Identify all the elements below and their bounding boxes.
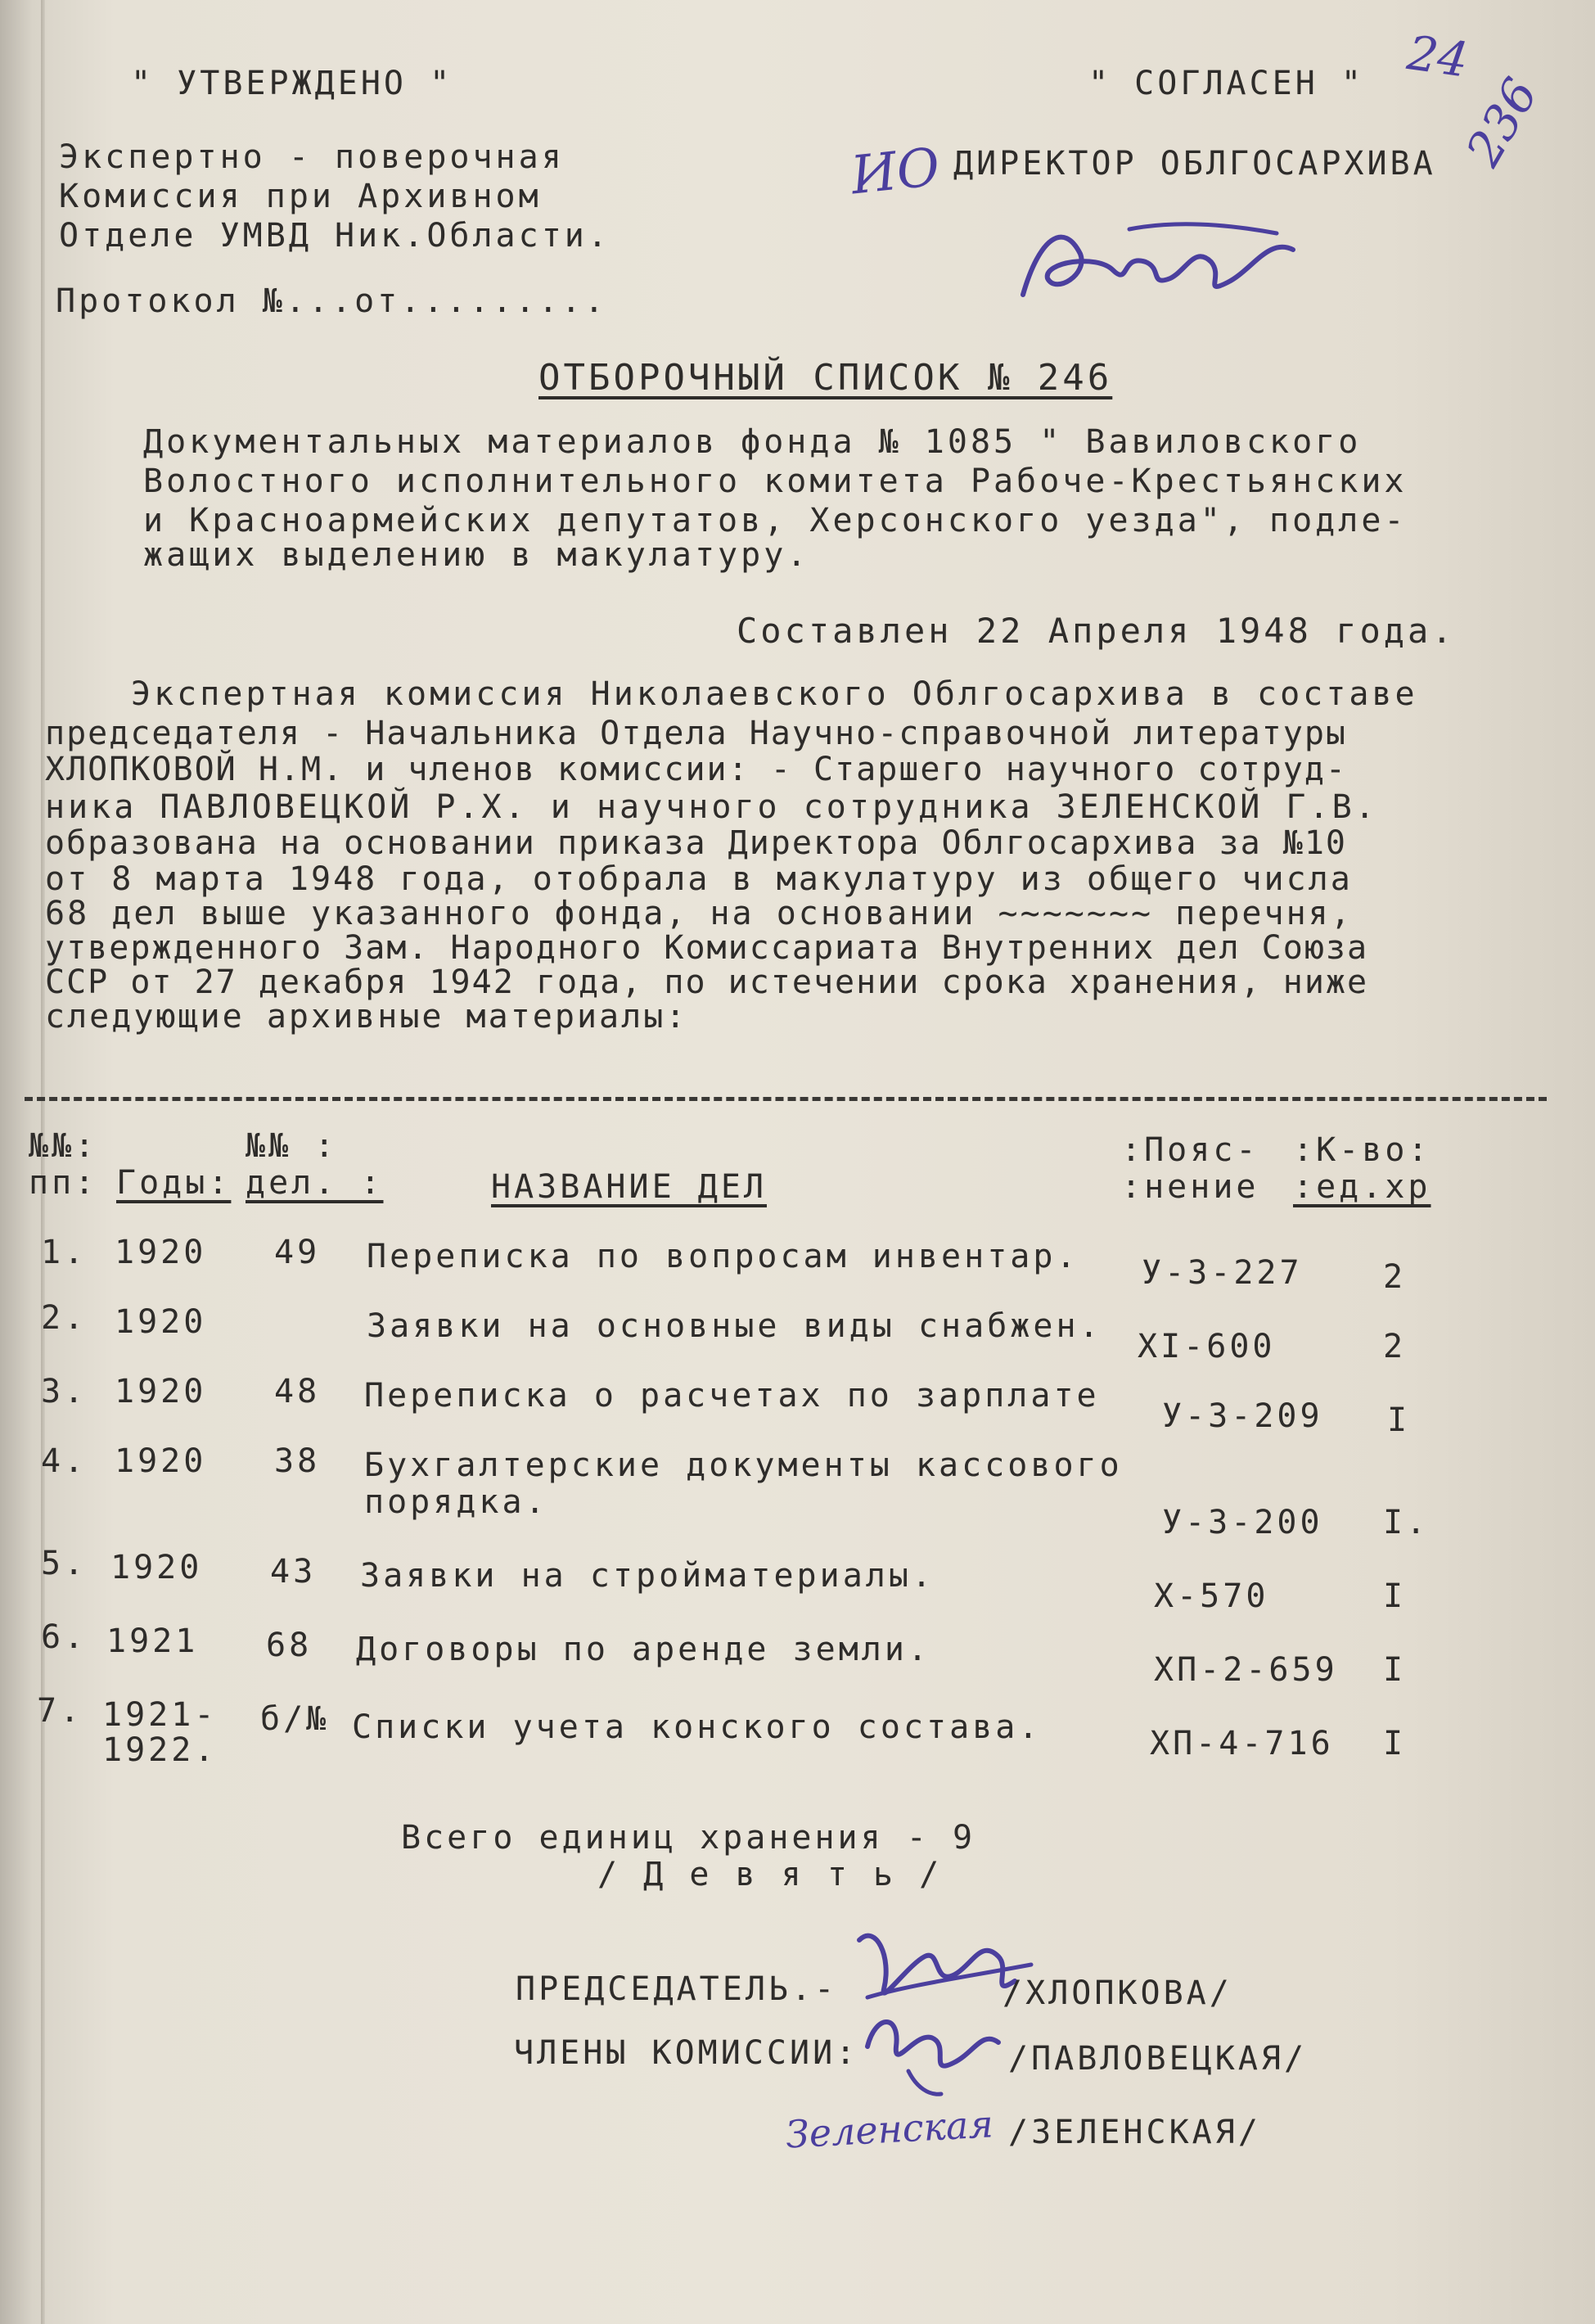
row-1-note: У-3-227 [1142,1254,1303,1292]
header-years: Годы: [116,1164,232,1202]
row-1-case: 49 [274,1234,321,1271]
row-1-year: 1920 [115,1234,207,1271]
approved-line-3: Отделе УМВД Ник.Области. [59,217,611,255]
row-5-name: Заявки на стройматериалы. [360,1557,935,1595]
row-6-count: I [1383,1651,1407,1689]
handwritten-io: ИО [848,137,943,207]
row-1-num: 1. [41,1234,88,1271]
header-count-top: :К-во: [1293,1131,1431,1169]
subtitle-line-2: Волостного исполнительного комитета Рабоче-Крестьянских [143,463,1408,500]
approved-line-2: Комиссия при Архивном [59,178,542,215]
protocol-line: Протокол №...от......... [56,282,607,320]
row-5-num: 5. [41,1545,88,1582]
row-7-note: ХП-4-716 [1150,1725,1334,1762]
total-units-words: / Д е в я т ь / [597,1856,943,1893]
member-2-handwritten-signature: Зеленская [784,2101,995,2157]
row-2-name: Заявки на основные виды снабжен. [367,1307,1102,1345]
row-5-count: I [1383,1577,1407,1615]
subtitle-line-4: жащих выделению в макулатуру. [143,536,810,574]
approved-line-1: Экспертно - поверочная [59,138,565,176]
row-4-name-cont: порядка. [364,1483,548,1521]
row-7-num: 7. [37,1692,83,1730]
row-4-name: Бухгалтерские документы кассового [364,1446,1123,1484]
handwritten-page-number-2: 236 [1455,69,1549,175]
row-2-num: 2. [41,1299,88,1337]
member-1-name: /ПАВЛОВЕЦКАЯ/ [1008,2040,1308,2078]
agreed-title: " СОГЛАСЕН " [1088,65,1364,102]
table-top-rule [25,1097,1547,1101]
approved-title: " УТВЕРЖДЕНО " [131,65,453,102]
row-7-year: 1921- [102,1696,218,1734]
chair-label: ПРЕДСЕДАТЕЛЬ.- [516,1970,838,2008]
body-line-4: ника ПАВЛОВЕЦКОЙ Р.Х. и научного сотрудника ЗЕЛЕНСКОЙ Г.В. [45,788,1378,826]
body-line-8: утвержденного Зам. Народного Комиссариата Внутренних дел Союза [45,929,1369,967]
body-line-9: ССР от 27 декабря 1942 года, по истечении срока хранения, ниже [45,963,1369,1001]
members-label: ЧЛЕНЫ КОМИССИИ: [514,2034,859,2072]
row-6-num: 6. [41,1618,88,1656]
row-4-year: 1920 [115,1442,207,1480]
row-1-count: 2 [1383,1258,1407,1296]
handwritten-page-number-1: 24 [1404,25,1472,88]
subtitle-line-1: Документальных материалов фонда № 1085 " Вавиловского [143,423,1362,461]
row-4-num: 4. [41,1442,88,1480]
row-1-name: Переписка по вопросам инвентар. [367,1238,1079,1275]
body-line-6: от 8 марта 1948 года, отобрала в макулатуру из общего числа [45,860,1353,898]
row-7-name: Списки учета конского состава. [352,1708,1042,1746]
row-4-note: У-3-200 [1162,1504,1323,1541]
row-4-case: 38 [274,1442,321,1480]
row-3-case: 48 [274,1373,321,1410]
body-line-10: следующие архивные материалы: [45,998,688,1036]
row-2-count: 2 [1383,1328,1407,1365]
row-5-case: 43 [270,1553,317,1591]
row-7-count: I [1383,1725,1407,1762]
director-signature [1007,205,1318,327]
row-2-note: XI-600 [1138,1328,1276,1365]
row-6-case: 68 [266,1627,313,1664]
header-cases-top: №№ : [246,1127,338,1165]
agreed-position: ДИРЕКТОР ОБЛГОСАРХИВА [953,145,1436,183]
row-6-name: Договоры по аренде земли. [356,1631,931,1668]
subtitle-line-3: и Красноармейских депутатов, Херсонского уезда", подле- [143,502,1408,539]
document-title: ОТБОРОЧНЫЙ СПИСОК № 246 [538,357,1113,399]
row-7-case: б/№ [260,1700,330,1738]
chair-name: /ХЛОПКОВА/ [1003,1974,1232,2012]
row-3-note: У-3-209 [1162,1397,1323,1435]
row-5-year: 1920 [110,1549,203,1586]
header-note-bottom: :нение [1121,1168,1259,1206]
compiled-date: Составлен 22 Апреля 1948 года. [737,611,1456,651]
header-count-bottom: :ед.хр [1293,1168,1431,1206]
row-3-count: I [1387,1401,1411,1439]
header-note-top: :Пояс- [1121,1131,1259,1169]
row-4-count: I. [1383,1504,1430,1541]
row-3-year: 1920 [115,1373,207,1410]
member-2-name: /ЗЕЛЕНСКАЯ/ [1008,2114,1261,2151]
row-6-note: ХП-2-659 [1154,1651,1338,1689]
total-units: Всего единиц хранения - 9 [401,1819,976,1857]
header-cases-bottom: дел. : [246,1164,384,1202]
member-1-signature [851,1997,1015,2104]
row-6-year: 1921 [106,1622,199,1660]
body-line-2: председателя - Начальника Отдела Научно-справочной литературы [45,715,1348,752]
body-line-5: образована на основании приказа Директора Облгосархива за №10 [45,824,1348,862]
row-7-year-cont: 1922. [102,1731,218,1769]
header-num-bottom: пп: [29,1164,98,1202]
row-5-note: Х-570 [1154,1577,1269,1615]
body-line-7: 68 дел выше указанного фонда, на основании ~~~~~~~ перечня, [45,895,1353,932]
header-name: НАЗВАНИЕ ДЕЛ [491,1168,767,1206]
row-3-num: 3. [41,1373,88,1410]
row-2-year: 1920 [115,1303,207,1341]
body-line-1: Экспертная комиссия Николаевского Облгосархива в составе [131,675,1418,713]
header-num-top: №№: [29,1127,98,1165]
body-line-3: ХЛОПКОВОЙ Н.М. и членов комиссии: - Старшего научного сотруд- [45,751,1348,788]
row-3-name: Переписка о расчетах по зарплате [364,1377,1100,1415]
